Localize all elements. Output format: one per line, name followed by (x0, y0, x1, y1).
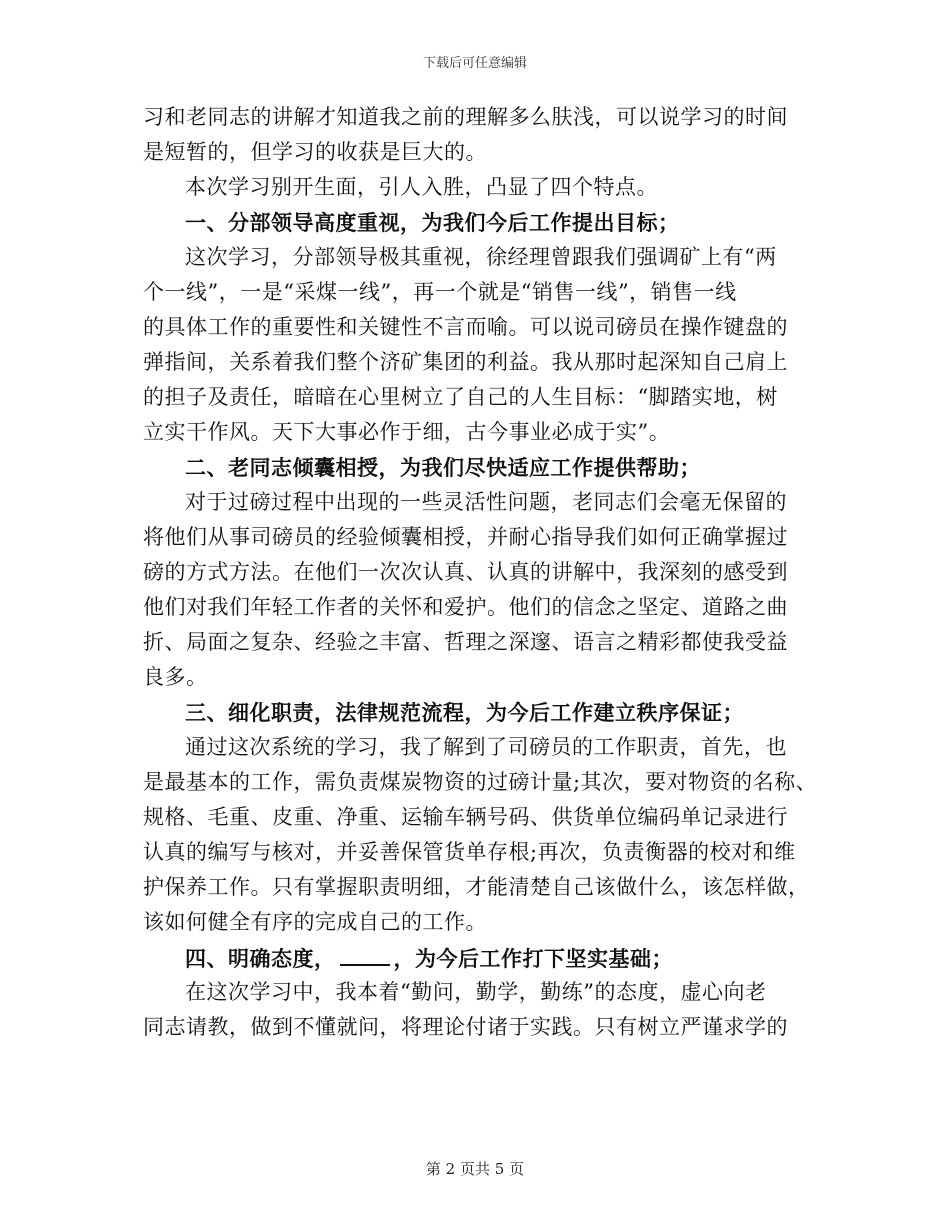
text-line: 是最基本的工作，需负责煤炭物资的过磅计量;其次，要对物资的名称、 (143, 770, 818, 794)
heading-4-part-1: 四、明确态度， (185, 946, 336, 971)
text-line: 规格、毛重、皮重、净重、运输车辆号码、供货单位编码单记录进行 (143, 805, 788, 829)
text-line: 磅的方式方法。在他们一次次认真、认真的讲解中，我深刻的感受到 (143, 560, 788, 584)
text-line: 立实干作风。天下大事必作于细，古今事业必成于实”。 (143, 420, 671, 444)
text-line: 这次学习，分部领导极其重视，徐经理曾跟我们强调矿上有“两 (185, 245, 777, 269)
text-line: 该如何健全有序的完成自己的工作。 (143, 910, 487, 934)
text-line: 个一线”，一是“采煤一线”，再一个就是“销售一线”，销售一线 (143, 280, 737, 304)
text-line: 习和老同志的讲解才知道我之前的理解多么肤浅，可以说学习的时间 (143, 105, 788, 129)
section-heading-4 (143, 940, 823, 975)
section-heading-3: 三、细化职责，法律规范流程，为今后工作建立秩序保证； (185, 700, 744, 725)
text-line: 对于过磅过程中出现的一些灵活性问题，老同志们会毫无保留的 (185, 490, 787, 514)
text-line: 通过这次系统的学习，我了解到了司磅员的工作职责，首先，也 (185, 735, 787, 759)
text-line: 是短暂的，但学习的收获是巨大的。 (143, 140, 487, 164)
text-line: 将他们从事司磅员的经验倾囊相授，并耐心指导我们如何正确掌握过 (143, 525, 788, 549)
text-line: 良多。 (143, 665, 208, 689)
text-line: 的具体工作的重要性和关键性不言而喻。可以说司磅员在操作键盘的 (143, 315, 788, 339)
text-line: 认真的编写与核对，并妥善保管货单存根;再次，负责衡器的校对和维 (143, 840, 796, 864)
section-heading-1: 一、分部领导高度重视，为我们今后工作提出目标； (185, 210, 680, 235)
page-header: 下载后可任意编辑 (422, 56, 527, 71)
text-line: 护保养工作。只有掌握职责明细，才能清楚自己该做什么，该怎样做， (143, 875, 810, 899)
heading-4-part-2: ，为今后工作打下坚实基础； (393, 946, 673, 971)
page-footer: 第 2 页共 5 页 (425, 1160, 525, 1178)
document-body (143, 100, 823, 1045)
fill-in-blank (340, 940, 390, 966)
section-heading-2: 二、老同志倾囊相授，为我们尽快适应工作提供帮助； (185, 455, 701, 480)
text-line: 弹指间，关系着我们整个济矿集团的利益。我从那时起深知自己肩上 (143, 350, 788, 374)
text-line: 在这次学习中，我本着“勤问，勤学，勤练”的态度，虚心向老 (185, 980, 767, 1004)
text-line: 的担子及责任，暗暗在心里树立了自己的人生目标：“脚踏实地，树 (143, 385, 778, 409)
text-line: 本次学习别开生面，引人入胜，凸显了四个特点。 (185, 175, 658, 199)
text-line: 折、局面之复杂、经验之丰富、哲理之深邃、语言之精彩都使我受益 (143, 630, 788, 654)
text-line: 他们对我们年轻工作者的关怀和爱护。他们的信念之坚定、道路之曲 (143, 595, 788, 619)
text-line: 同志请教，做到不懂就问，将理论付诸于实践。只有树立严谨求学的 (143, 1015, 788, 1039)
